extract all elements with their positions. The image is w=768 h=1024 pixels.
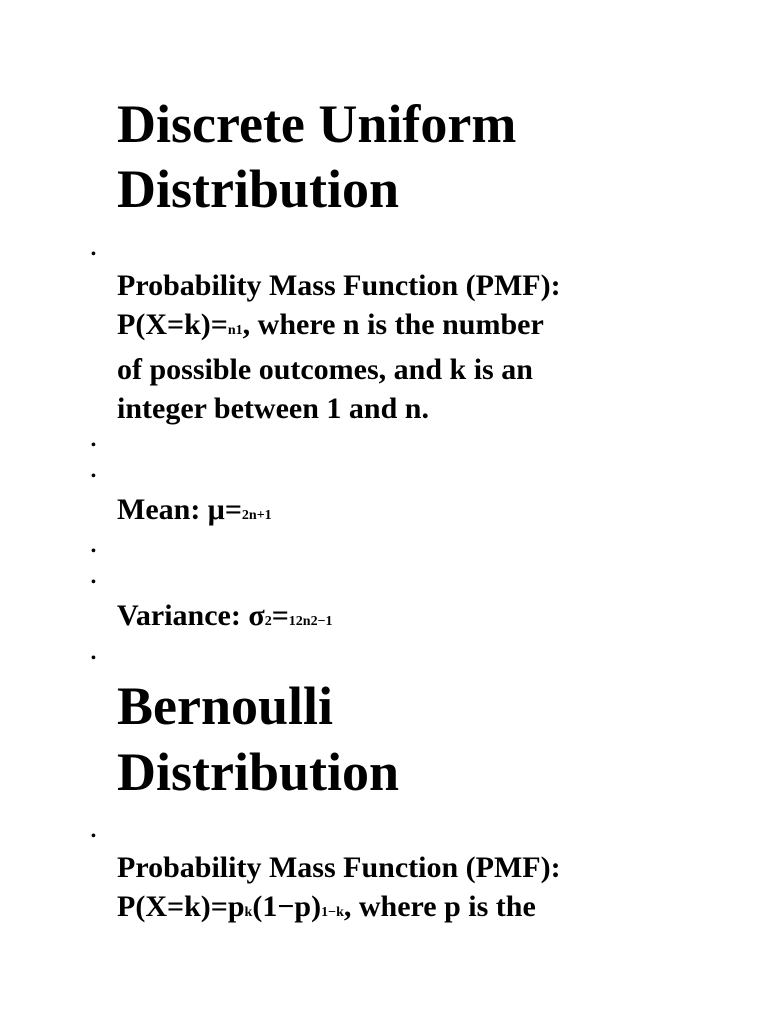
uniform-pmf-text — [117, 266, 677, 428]
bullet: • — [91, 575, 96, 590]
uniform-variance-text — [117, 596, 677, 641]
bernoulli-pmf-line2 — [117, 887, 677, 932]
bullet: • — [91, 469, 96, 484]
formula-exponent: 1−k — [321, 905, 344, 920]
bernoulli-pmf-line1: Probability Mass Function (PMF): — [117, 851, 561, 884]
formula-part: , where p is the — [343, 890, 536, 923]
variance-label: Variance: σ — [117, 599, 265, 632]
bullet: • — [91, 438, 96, 453]
uniform-pmf-line3: of possible outcomes, and k is an — [117, 353, 533, 386]
bullet: • — [91, 829, 96, 844]
mean-fraction: 2n+1 — [241, 508, 272, 523]
heading-discrete-uniform-line2: Distribution — [117, 159, 400, 219]
formula-part: P(X=k)= — [117, 308, 228, 341]
heading-discrete-uniform-line1: Discrete Uniform — [117, 94, 517, 154]
bullet: • — [91, 544, 96, 559]
uniform-pmf-line1: Probability Mass Function (PMF): — [117, 269, 561, 302]
formula-part: = — [271, 599, 289, 632]
formula-part: P(X=k)=p — [117, 890, 245, 923]
formula-part: , where n is the number — [242, 308, 544, 341]
bullet: • — [91, 651, 96, 666]
bernoulli-pmf-text — [117, 848, 677, 932]
formula-fraction: n1 — [227, 323, 243, 338]
formula-exponent: k — [244, 905, 253, 920]
bullet: • — [91, 247, 96, 262]
formula-part: (1−p) — [252, 890, 322, 923]
mean-label: Mean: μ= — [117, 493, 242, 526]
uniform-pmf-line4: integer between 1 and n. — [117, 392, 429, 425]
uniform-mean-text — [117, 490, 677, 535]
uniform-pmf-line2 — [117, 305, 677, 350]
heading-bernoulli-line2: Distribution — [117, 742, 400, 802]
variance-exponent: 2 — [264, 614, 272, 629]
variance-fraction: 12n2−1 — [288, 614, 333, 629]
heading-bernoulli-line1: Bernoulli — [117, 676, 334, 736]
